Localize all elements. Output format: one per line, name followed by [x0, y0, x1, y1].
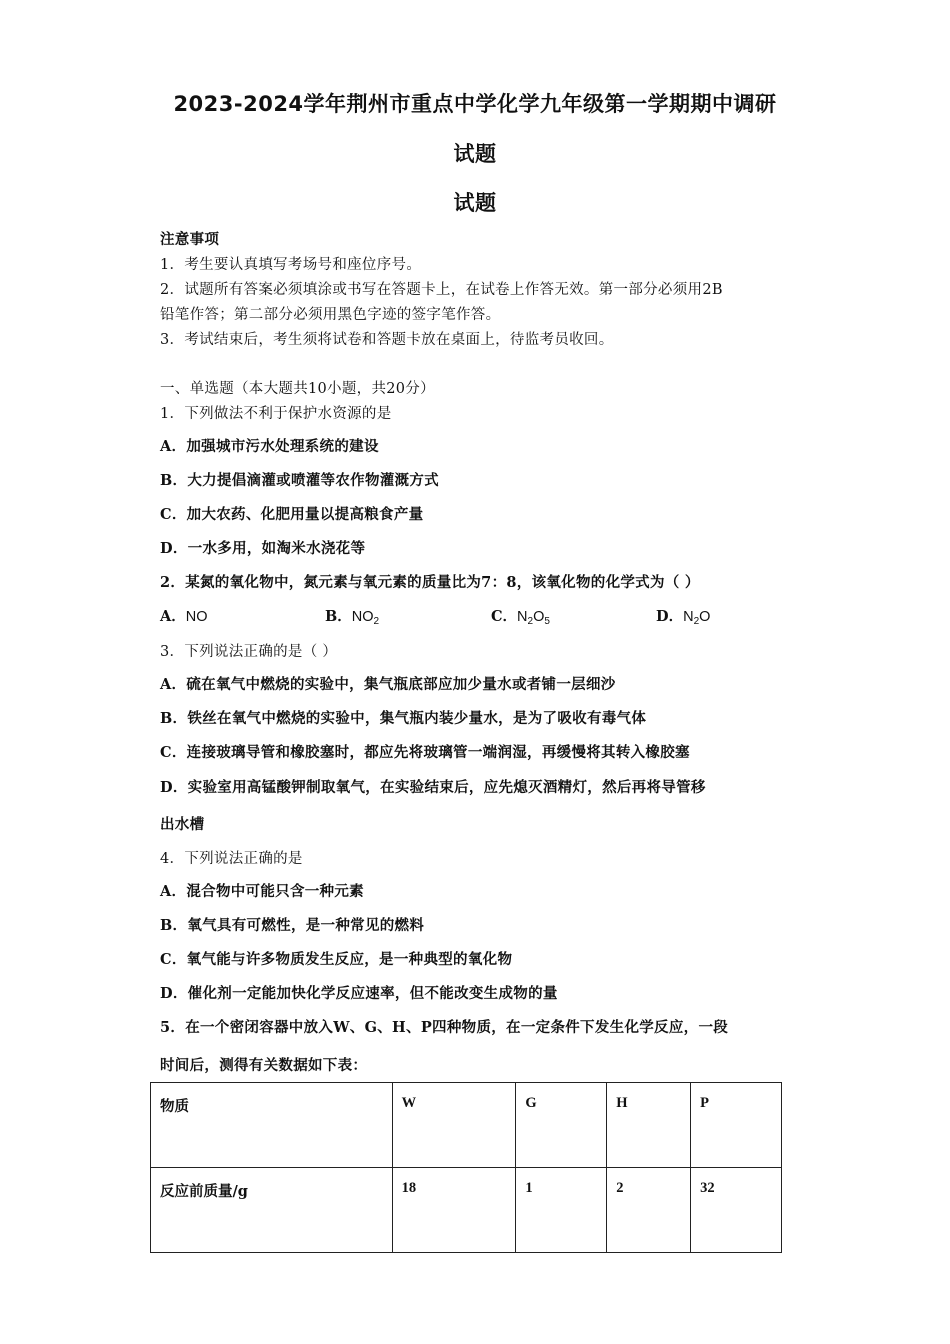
question-3-option-c: C．连接玻璃导管和橡胶塞时，都应先将玻璃管一端润湿，再缓慢将其转入橡胶塞 — [160, 744, 690, 761]
option-a-label: A． — [160, 608, 186, 625]
table-header-cell: 物质 — [151, 1083, 393, 1168]
table-header-cell: P — [691, 1083, 782, 1168]
question-4-option-c: C．氧气能与许多物质发生反应，是一种典型的氧化物 — [160, 951, 513, 968]
table-header-cell: G — [516, 1083, 607, 1168]
question-5-stem: 5．在一个密闭容器中放入W、G、H、P四种物质，在一定条件下发生化学反应，一段 — [160, 1019, 729, 1036]
question-2-option-c — [491, 605, 550, 626]
question-3-option-b: B．铁丝在氧气中燃烧的实验中，集气瓶内装少量水，是为了吸收有毒气体 — [160, 710, 647, 727]
exam-title-line2: 试题 — [453, 142, 497, 166]
section-heading: 一、单选题（本大题共10小题，共20分） — [160, 381, 435, 397]
question-2-stem: 2．某氮的氧化物中，氮元素与氧元素的质量比为7：8，该氧化物的化学式为（ ） — [160, 574, 700, 591]
question-1-option-b: B．大力提倡滴灌或喷灌等农作物灌溉方式 — [160, 472, 439, 489]
question-4-option-d: D．催化剂一定能加快化学反应速率，但不能改变生成物的量 — [160, 985, 558, 1002]
notice-item-2: 2．试题所有答案必须填涂或书写在答题卡上，在试卷上作答无效。第一部分必须用2B — [160, 282, 723, 298]
question-4-stem: 4．下列说法正确的是 — [160, 851, 303, 867]
question-3-option-d-cont: 出水槽 — [160, 816, 205, 833]
table-cell: 18 — [392, 1168, 516, 1253]
question-1-stem: 1．下列做法不利于保护水资源的是 — [160, 406, 392, 422]
table-row — [151, 1168, 782, 1253]
formula-no: NO — [185, 609, 208, 625]
question-3-option-a: A．硫在氧气中燃烧的实验中，集气瓶底部应加少量水或者铺一层细沙 — [160, 676, 616, 693]
question-1-option-d: D．一水多用，如淘米水浇花等 — [160, 540, 366, 557]
formula-n2o: $N_2O$ — [683, 609, 711, 627]
table-row — [151, 1083, 782, 1168]
option-c-label: C． — [491, 608, 518, 625]
option-b-label: B． — [325, 608, 352, 625]
question-2-option-a — [160, 605, 208, 626]
notice-heading: 注意事项 — [160, 231, 220, 248]
notice-item-2-cont: 铅笔作答；第二部分必须用黑色字迹的签字笔作答。 — [160, 307, 501, 323]
formula-no2: $NO_2$ — [351, 609, 380, 627]
question-5-stem-cont: 时间后，测得有关数据如下表： — [160, 1057, 368, 1074]
table-cell: 1 — [516, 1168, 607, 1253]
exam-subtitle: 试题 — [453, 191, 497, 215]
question-1-option-c: C．加大农药、化肥用量以提高粮食产量 — [160, 506, 424, 523]
formula-n2o5: $N_2O_5$ — [517, 609, 550, 627]
option-d-label: D． — [656, 608, 684, 625]
question-3-option-d: D．实验室用高锰酸钾制取氧气，在实验结束后，应先熄灭酒精灯，然后再将导管移 — [160, 779, 706, 796]
exam-title: 2023-2024学年荆州市重点中学化学九年级第一学期期中调研 — [173, 92, 777, 116]
question-2-option-b — [325, 605, 379, 626]
question-3-stem: 3．下列说法正确的是（ ） — [160, 644, 338, 660]
question-1-option-a: A．加强城市污水处理系统的建设 — [160, 438, 379, 455]
table-cell: 2 — [607, 1168, 691, 1253]
notice-item-3: 3．考试结束后，考生须将试卷和答题卡放在桌面上，待监考员收回。 — [160, 332, 614, 348]
data-table — [150, 1082, 782, 1253]
question-4-option-a: A．混合物中可能只含一种元素 — [160, 883, 364, 900]
table-header-cell: H — [607, 1083, 691, 1168]
question-4-option-b: B．氧气具有可燃性，是一种常见的燃料 — [160, 917, 425, 934]
question-2-option-d — [656, 605, 710, 626]
table-cell: 32 — [691, 1168, 782, 1253]
table-cell: 反应前质量/g — [151, 1168, 393, 1253]
notice-item-1: 1．考生要认真填写考场号和座位序号。 — [160, 257, 422, 273]
table-header-cell: W — [392, 1083, 516, 1168]
